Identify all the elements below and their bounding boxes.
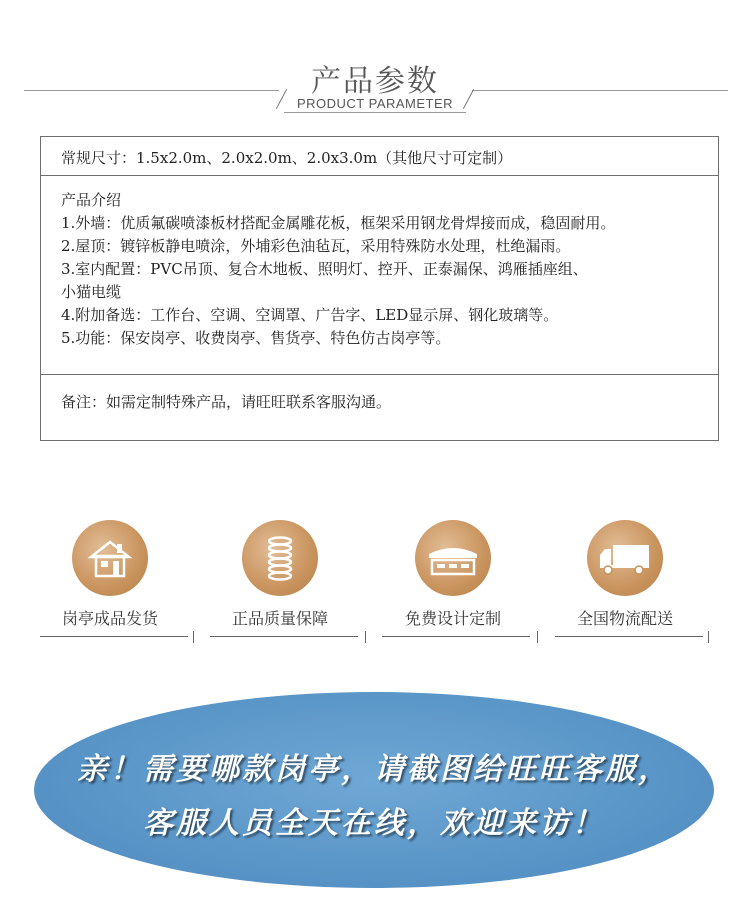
- feature-underline: [555, 636, 703, 637]
- intro-line-options: 4.附加备选：工作台、空调、空调罩、广告字、LED显示屏、钢化玻璃等。: [61, 306, 559, 324]
- truck-icon: [587, 520, 663, 596]
- header-rule-left: [24, 90, 279, 91]
- feature-underline: [40, 636, 188, 637]
- house-icon: [72, 520, 148, 596]
- feature-label: 岗亭成品发货: [61, 609, 158, 628]
- parameter-table: [40, 136, 719, 441]
- intro-title: 产品介绍: [61, 191, 122, 209]
- feature-label: 全国物流配送: [576, 609, 673, 628]
- intro-line-interior: 3.室内配置：PVC吊顶、复合木地板、照明灯、控开、正泰漏保、鸿雁插座组、: [61, 260, 588, 278]
- feature-underline: [382, 636, 530, 637]
- contact-banner: [34, 692, 714, 888]
- product-intro: [61, 189, 721, 350]
- banner-line-2: 客服人员全天在线，欢迎来访！: [143, 806, 605, 841]
- section-subtitle: PRODUCT PARAMETER: [296, 96, 454, 111]
- feature-label: 免费设计定制: [404, 609, 501, 628]
- intro-line-interior-cont: 小猫电缆: [61, 283, 122, 301]
- feature-tick: [537, 631, 538, 643]
- header-rule-right: [472, 90, 728, 91]
- intro-line-exterior: 1.外墙：优质氟碳喷漆板材搭配金属雕花板，框架采用钢龙骨焊接而成，稳固耐用。: [61, 214, 616, 232]
- subtitle-underline: [284, 112, 466, 113]
- intro-line-functions: 5.功能：保安岗亭、收费岗亭、售货亭、特色仿古岗亭等。: [61, 329, 451, 347]
- feature-design: [378, 520, 528, 629]
- intro-line-roof: 2.屋顶：镀锌板静电喷涂，外埔彩色油毡瓦，采用特殊防水处理，杜绝漏雨。: [61, 237, 571, 255]
- feature-quality: [205, 520, 355, 629]
- warehouse-icon: [415, 520, 491, 596]
- table-divider: [41, 374, 718, 375]
- feature-tick: [365, 631, 366, 643]
- section-title: 产品参数: [311, 64, 439, 99]
- feature-delivery: [35, 520, 185, 629]
- spring-icon: [242, 520, 318, 596]
- feature-underline: [210, 636, 358, 637]
- banner-line-1: 亲！需要哪款岗亭，请截图给旺旺客服，: [77, 752, 671, 787]
- feature-tick: [193, 631, 194, 643]
- note-row: 备注：如需定制特殊产品，请旺旺联系客服沟通。: [61, 393, 392, 411]
- feature-shipping: [550, 520, 700, 629]
- feature-tick: [708, 631, 709, 643]
- feature-label: 正品质量保障: [231, 609, 328, 628]
- size-row: 常规尺寸：1.5x2.0m、2.0x2.0m、2.0x3.0m（其他尺寸可定制）: [41, 137, 718, 176]
